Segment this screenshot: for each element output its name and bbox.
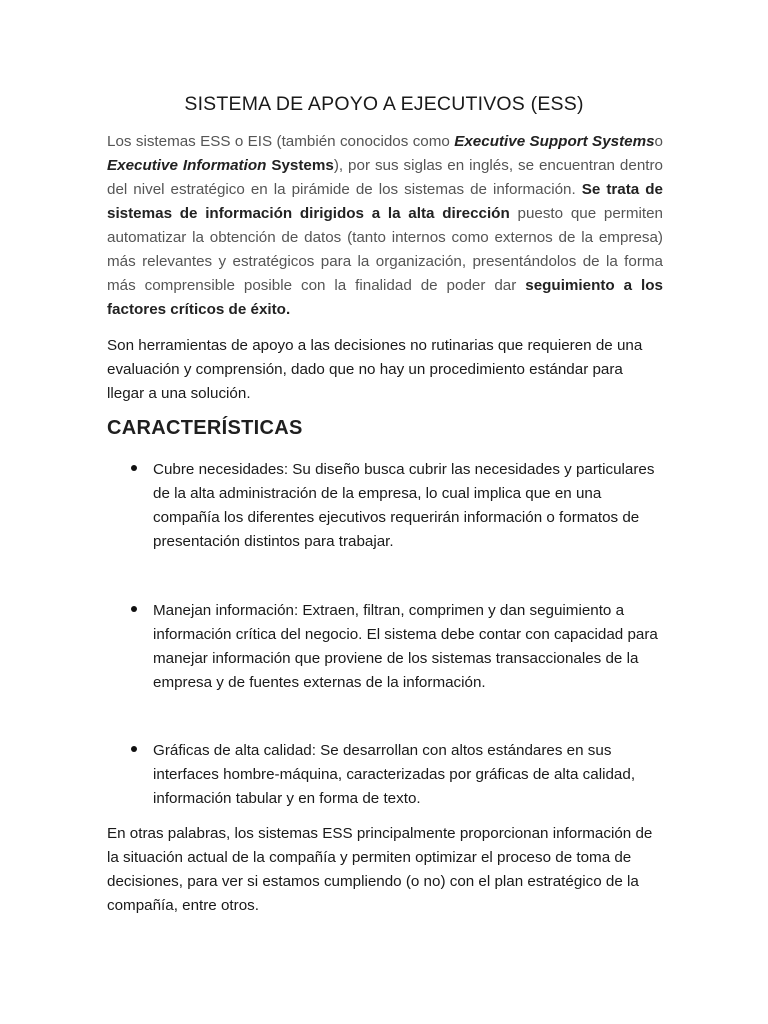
- intro-text-o: o: [654, 133, 663, 150]
- intro-text-f: ), por sus siglas en inglés, se encuentran dentro del nivel estratégico en la pirámide de los sistemas de información.: [107, 157, 663, 198]
- intro-text-h: puesto que permiten automatizar la obtención de datos (tanto internos como externos de la empresa) más relevantes y estratégicos para la organización, presentándolos de la forma más comprensible posible con la finalidad de poder dar: [107, 205, 664, 294]
- list-item-text: Manejan información: Extraen, filtran, comprimen y dan seguimiento a información crítica del negocio. El sistema debe contar con capacidad para manejar información que proviene de los sistemas transaccionales de la empresa y de fuentes externas de la información.: [153, 602, 658, 691]
- section-heading: CARACTERÍSTICAS: [107, 417, 303, 439]
- bullet-icon: [131, 606, 139, 614]
- conclusion-paragraph: En otras palabras, los sistemas ESS principalmente proporcionan información de la situación actual de la compañía y permiten optimizar el proceso de toma de decisiones, para ver si estamos cumpliendo (o no) con el plan estratégico de la compañía, entre otros.: [107, 825, 653, 914]
- bullet-icon: [131, 465, 139, 473]
- intro-paragraph: [107, 130, 663, 322]
- intro-term-eis: Executive Information: [107, 157, 267, 174]
- intro-paragraph-2: Son herramientas de apoyo a las decisiones no rutinarias que requieren de una evaluación y comprensión, dado que no hay un procedimiento estándar para llegar a una solución.: [107, 337, 643, 402]
- intro-bold-followup: seguimiento a los factores críticos de éxito.: [107, 277, 663, 318]
- bullet-icon: [131, 746, 139, 754]
- intro-text-a: Los sistemas ESS o EIS (también conocidos como: [107, 133, 450, 150]
- list-item-text: Cubre necesidades: Su diseño busca cubrir las necesidades y particulares de la alta administración de la empresa, lo cual implica que en una compañía los diferentes ejecutivos requerirán información o formatos de presentación distintos para trabajar.: [153, 461, 655, 550]
- intro-term-systems: Systems: [271, 157, 334, 174]
- intro-bold-definition: Se trata de sistemas de información dirigidos a la alta dirección: [107, 181, 663, 222]
- intro-term-ess: Executive Support Systems: [454, 133, 655, 150]
- document-title: SISTEMA DE APOYO A EJECUTIVOS (ESS): [184, 93, 584, 115]
- list-item-text: Gráficas de alta calidad: Se desarrollan con altos estándares en sus interfaces hombre-máquina, caracterizadas por gráficas de alta calidad, información tabular y en forma de texto.: [153, 742, 636, 807]
